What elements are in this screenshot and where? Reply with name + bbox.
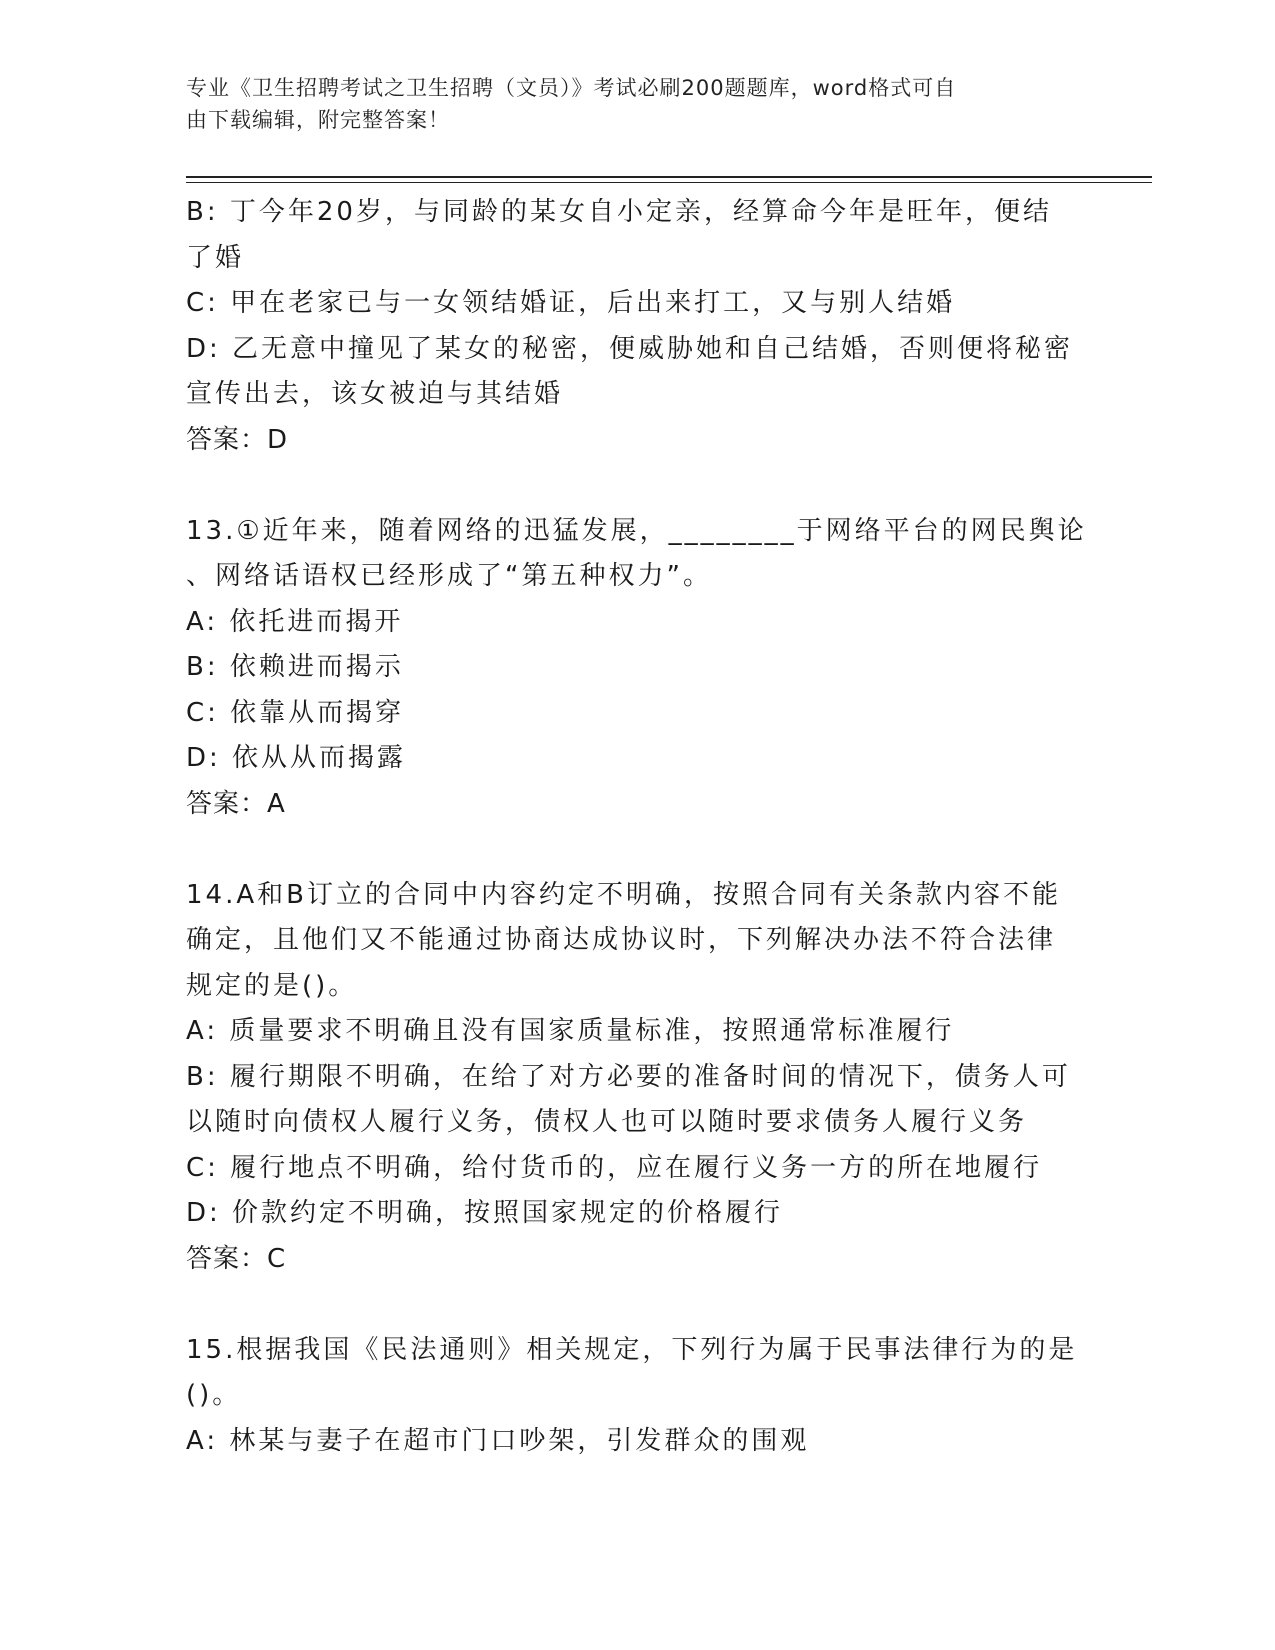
option-b: B: 依赖进而揭示: [186, 652, 404, 682]
question-12-tail: [186, 190, 1074, 463]
option-c: C: 甲在老家已与一女领结婚证，后出来打工，又与别人结婚: [186, 288, 956, 318]
question-14: [186, 873, 1071, 1283]
option-a: A: 质量要求不明确且没有国家质量标准，按照通常标准履行: [186, 1016, 955, 1046]
option-c: C: 依靠从而揭穿: [186, 697, 405, 728]
option-c: C: 履行地点不明确，给付货币的，应在履行义务一方的所在地履行: [186, 1152, 1043, 1183]
option-b-line-1: B: 丁今年20岁，与同龄的某女自小定亲，经算命今年是旺年，便结: [186, 197, 1052, 227]
option-d-line-1: D: 乙无意中撞见了某女的秘密，便威胁她和自己结婚，否则便将秘密: [186, 333, 1074, 364]
question-stem-line-3: 规定的是()。: [186, 970, 358, 1001]
spacer: [186, 463, 1066, 509]
question-stem-line-1: 13.①近年来，随着网络的迅猛发展，________于网络平台的网民舆论: [186, 515, 1087, 546]
option-b-line-2: 了婚: [186, 242, 245, 273]
option-b-line-1: B: 履行期限不明确，在给了对方必要的准备时间的情况下，债务人可: [186, 1061, 1071, 1092]
document-body: [186, 190, 1087, 1464]
option-d: D: 依从从而揭露: [186, 743, 407, 773]
header-line-1: 专业《卫生招聘考试之卫生招聘（文员）》考试必刷200题题库，word格式可自: [186, 76, 957, 100]
option-d-line-2: 宣传出去，该女被迫与其结婚: [186, 379, 564, 409]
question-stem-line-1: 15.根据我国《民法通则》相关规定，下列行为属于民事法律行为的是: [186, 1334, 1078, 1365]
header-line-2: 由下载编辑，附完整答案！: [186, 108, 450, 132]
question-stem-line-2: ()。: [186, 1380, 242, 1410]
answer: 答案：C: [186, 1243, 287, 1274]
answer: 答案：D: [186, 424, 289, 455]
question-15: [186, 1328, 1078, 1465]
document-header: [186, 72, 1086, 136]
header-divider-thin: [186, 182, 1152, 183]
question-stem-line-1: 14.A和B订立的合同中内容约定不明确，按照合同有关条款内容不能: [186, 879, 1061, 910]
option-a: A: 依托进而揭开: [186, 606, 404, 637]
answer: 答案：A: [186, 788, 286, 819]
option-b-line-2: 以随时向债权人履行义务，债权人也可以随时要求债务人履行义务: [186, 1107, 1028, 1137]
question-13: [186, 509, 1087, 828]
spacer: [186, 827, 1066, 873]
header-divider-thick: [186, 176, 1152, 178]
spacer: [186, 1282, 1066, 1328]
question-stem-line-2: 确定，且他们又不能通过协商达成协议时，下列解决办法不符合法律: [186, 925, 1057, 955]
option-a: A: 林某与妻子在超市门口吵架，引发群众的围观: [186, 1425, 810, 1456]
option-d: D: 价款约定不明确，按照国家规定的价格履行: [186, 1198, 784, 1228]
question-stem-line-2: 、网络话语权已经形成了“第五种权力”。: [186, 561, 712, 591]
